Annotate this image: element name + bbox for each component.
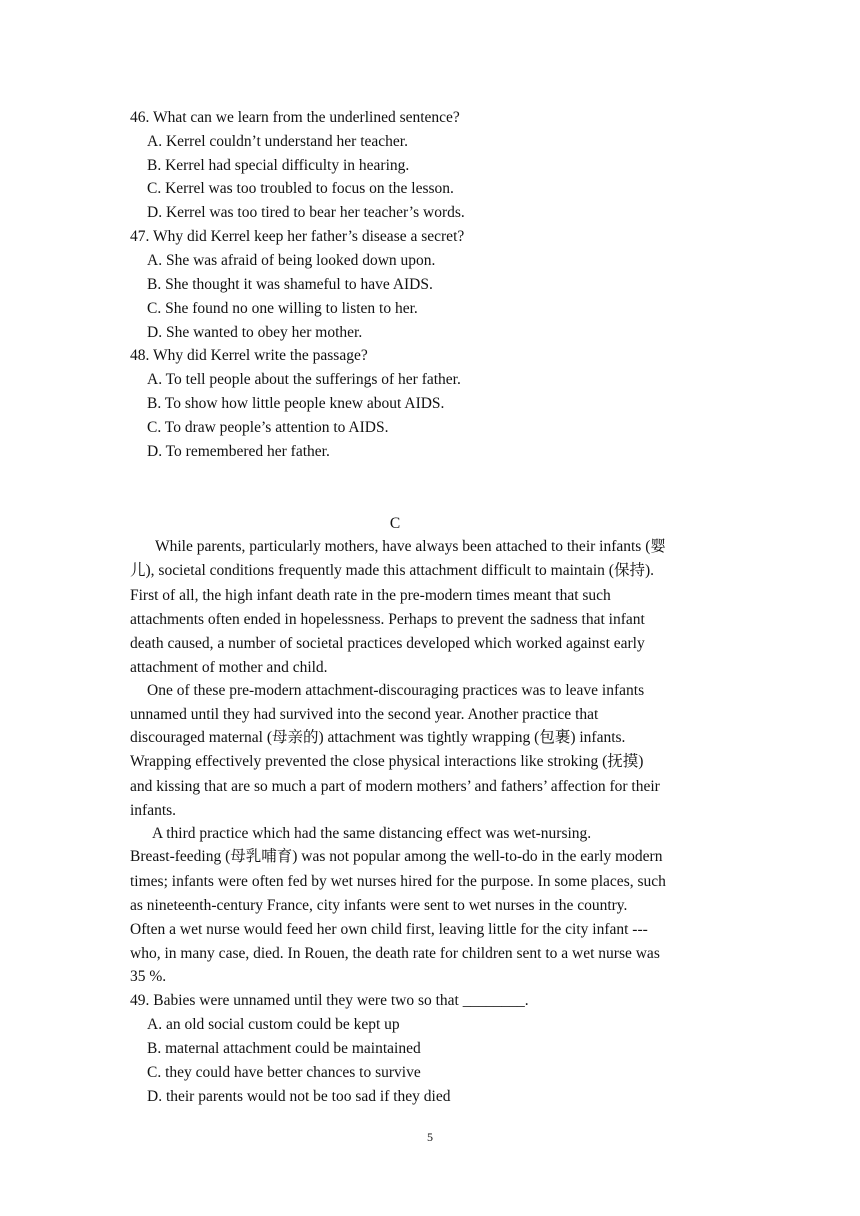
passage-line: A third practice which had the same distancing effect was wet-nursing. bbox=[152, 825, 592, 842]
question-49-option-d: D. their parents would not be too sad if they died bbox=[147, 1088, 451, 1105]
question-49-option-a: A. an old social custom could be kept up bbox=[147, 1016, 400, 1033]
page-number: 5 bbox=[427, 1130, 433, 1144]
passage-line: 儿), societal conditions frequently made this attachment difficult to maintain (保持). bbox=[130, 562, 654, 579]
question-47-stem: 47. Why did Kerrel keep her father’s disease a secret? bbox=[130, 228, 465, 245]
question-49-stem: 49. Babies were unnamed until they were two so that ________. bbox=[130, 992, 529, 1009]
question-48-option-b: B. To show how little people knew about AIDS. bbox=[147, 395, 445, 412]
passage-line: Wrapping effectively prevented the close physical interactions like stroking (抚摸) bbox=[130, 753, 644, 770]
section-heading: C bbox=[389, 515, 401, 532]
passage-line: While parents, particularly mothers, have always been attached to their infants (婴 bbox=[155, 538, 666, 555]
passage-line: infants. bbox=[130, 802, 177, 819]
question-46-option-c: C. Kerrel was too troubled to focus on the lesson. bbox=[147, 180, 454, 197]
passage-line: and kissing that are so much a part of modern mothers’ and fathers’ affection for their bbox=[130, 778, 660, 795]
question-46-option-a: A. Kerrel couldn’t understand her teacher. bbox=[147, 133, 408, 150]
question-47-option-c: C. She found no one willing to listen to her. bbox=[147, 300, 418, 317]
question-46-stem: 46. What can we learn from the underlined sentence? bbox=[130, 109, 460, 126]
question-48-option-a: A. To tell people about the sufferings of her father. bbox=[147, 371, 461, 388]
question-46-option-d: D. Kerrel was too tired to bear her teacher’s words. bbox=[147, 204, 465, 221]
passage-line: death caused, a number of societal practices developed which worked against early bbox=[130, 635, 645, 652]
question-47-option-d: D. She wanted to obey her mother. bbox=[147, 324, 363, 341]
passage-line: 35 %. bbox=[130, 968, 167, 985]
passage-line: Breast-feeding (母乳哺育) was not popular among the well-to-do in the early modern bbox=[130, 848, 663, 865]
passage-line: First of all, the high infant death rate in the pre-modern times meant that such bbox=[130, 587, 611, 604]
question-47-option-a: A. She was afraid of being looked down upon. bbox=[147, 252, 436, 269]
passage-line: Often a wet nurse would feed her own child first, leaving little for the city infant --- bbox=[130, 921, 648, 938]
passage-line: attachments often ended in hopelessness. Perhaps to prevent the sadness that infant bbox=[130, 611, 645, 628]
passage-line: unnamed until they had survived into the second year. Another practice that bbox=[130, 706, 599, 723]
question-48-option-d: D. To remembered her father. bbox=[147, 443, 330, 460]
passage-line: as nineteenth-century France, city infants were sent to wet nurses in the country. bbox=[130, 897, 628, 914]
passage-line: attachment of mother and child. bbox=[130, 659, 328, 676]
question-46-option-b: B. Kerrel had special difficulty in hearing. bbox=[147, 157, 410, 174]
passage-line: times; infants were often fed by wet nurses hired for the purpose. In some places, such bbox=[130, 873, 666, 890]
question-48-stem: 48. Why did Kerrel write the passage? bbox=[130, 347, 368, 364]
question-48-option-c: C. To draw people’s attention to AIDS. bbox=[147, 419, 389, 436]
passage-line: who, in many case, died. In Rouen, the death rate for children sent to a wet nurse was bbox=[130, 945, 660, 962]
question-49-option-c: C. they could have better chances to survive bbox=[147, 1064, 421, 1081]
question-49-option-b: B. maternal attachment could be maintained bbox=[147, 1040, 421, 1057]
passage-line: discouraged maternal (母亲的) attachment was tightly wrapping (包裹) infants. bbox=[130, 729, 626, 746]
passage-line: One of these pre-modern attachment-discouraging practices was to leave infants bbox=[147, 682, 645, 699]
question-47-option-b: B. She thought it was shameful to have AIDS. bbox=[147, 276, 433, 293]
